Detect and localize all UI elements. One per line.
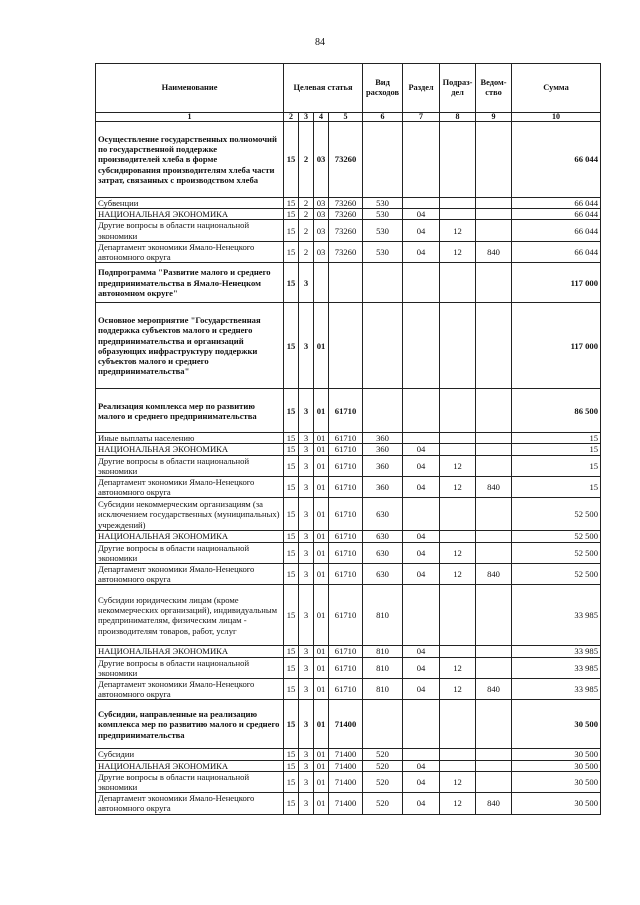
cell-name: Другие вопросы в области национальной экономики <box>96 220 284 241</box>
cell-subprogram: 3 <box>299 760 314 771</box>
cell-event: 01 <box>314 760 329 771</box>
budget-table <box>95 63 601 815</box>
cell-direction: 71400 <box>329 793 363 814</box>
cell-subsection <box>440 444 476 455</box>
cell-subsection: 12 <box>440 455 476 476</box>
cell-event: 01 <box>314 531 329 542</box>
cell-program: 15 <box>284 564 299 585</box>
column-number: 8 <box>440 113 476 122</box>
cell-section: 04 <box>403 241 440 262</box>
header-section: Раздел <box>403 64 440 113</box>
cell-event: 01 <box>314 444 329 455</box>
cell-subprogram: 3 <box>299 771 314 792</box>
cell-event: 01 <box>314 657 329 678</box>
cell-subprogram: 3 <box>299 455 314 476</box>
cell-subprogram: 2 <box>299 241 314 262</box>
cell-section <box>403 389 440 433</box>
cell-name: Департамент экономики Ямало-Ненецкого автономного округа <box>96 477 284 498</box>
table-row <box>96 389 601 433</box>
column-number: 9 <box>476 113 512 122</box>
cell-event: 03 <box>314 122 329 198</box>
cell-program: 15 <box>284 542 299 563</box>
cell-direction: 73260 <box>329 198 363 209</box>
cell-subsection <box>440 263 476 303</box>
cell-name: Другие вопросы в области национальной экономики <box>96 771 284 792</box>
cell-event: 01 <box>314 679 329 700</box>
cell-subsection <box>440 749 476 760</box>
cell-amount: 66 044 <box>512 209 601 220</box>
cell-expense-type: 810 <box>363 657 403 678</box>
cell-name: Осуществление государственных полномочий по государственной поддержке производителей хлеба в форме субсидирования производителям хлеба части затрат, связанных с производством хлеба <box>96 122 284 198</box>
cell-subprogram: 3 <box>299 585 314 646</box>
cell-expense-type: 630 <box>363 498 403 531</box>
cell-subprogram: 3 <box>299 433 314 444</box>
cell-name: Департамент экономики Ямало-Ненецкого автономного округа <box>96 241 284 262</box>
cell-subprogram: 3 <box>299 389 314 433</box>
cell-expense-type: 530 <box>363 209 403 220</box>
cell-expense-type: 530 <box>363 220 403 241</box>
table-row <box>96 220 601 241</box>
cell-section: 04 <box>403 531 440 542</box>
table-row <box>96 646 601 657</box>
cell-department <box>476 263 512 303</box>
cell-event: 01 <box>314 749 329 760</box>
cell-section: 04 <box>403 444 440 455</box>
cell-name: Субсидии некоммерческим организациям (за исключением государственных (муниципальных) учреждений) <box>96 498 284 531</box>
cell-department <box>476 760 512 771</box>
cell-amount: 33 985 <box>512 646 601 657</box>
cell-program: 15 <box>284 444 299 455</box>
cell-amount: 117 000 <box>512 303 601 389</box>
cell-section <box>403 585 440 646</box>
cell-amount: 52 500 <box>512 498 601 531</box>
cell-department <box>476 209 512 220</box>
column-number: 2 <box>284 113 299 122</box>
table-row <box>96 793 601 814</box>
cell-department <box>476 498 512 531</box>
cell-direction: 61710 <box>329 477 363 498</box>
cell-program: 15 <box>284 771 299 792</box>
cell-direction <box>329 263 363 303</box>
table-row <box>96 700 601 749</box>
cell-amount: 15 <box>512 455 601 476</box>
cell-name: Другие вопросы в области национальной экономики <box>96 542 284 563</box>
cell-expense-type <box>363 389 403 433</box>
cell-section: 04 <box>403 564 440 585</box>
cell-subsection: 12 <box>440 564 476 585</box>
cell-amount: 15 <box>512 444 601 455</box>
table-row <box>96 198 601 209</box>
cell-subprogram: 3 <box>299 263 314 303</box>
cell-amount: 52 500 <box>512 542 601 563</box>
cell-program: 15 <box>284 303 299 389</box>
table-row <box>96 498 601 531</box>
cell-amount: 33 985 <box>512 679 601 700</box>
cell-section <box>403 122 440 198</box>
header-expense-type: Вид расходов <box>363 64 403 113</box>
cell-department <box>476 585 512 646</box>
cell-program: 15 <box>284 585 299 646</box>
cell-expense-type: 360 <box>363 444 403 455</box>
cell-section: 04 <box>403 646 440 657</box>
cell-name: НАЦИОНАЛЬНАЯ ЭКОНОМИКА <box>96 444 284 455</box>
cell-name: Реализация комплекса мер по развитию малого и среднего предпринимательства <box>96 389 284 433</box>
cell-amount: 15 <box>512 433 601 444</box>
cell-direction: 61710 <box>329 444 363 455</box>
cell-section: 04 <box>403 477 440 498</box>
table-row <box>96 564 601 585</box>
cell-event: 01 <box>314 793 329 814</box>
cell-name: НАЦИОНАЛЬНАЯ ЭКОНОМИКА <box>96 531 284 542</box>
cell-expense-type: 630 <box>363 564 403 585</box>
cell-department <box>476 531 512 542</box>
cell-program: 15 <box>284 209 299 220</box>
cell-program: 15 <box>284 531 299 542</box>
cell-expense-type: 810 <box>363 679 403 700</box>
table-row <box>96 263 601 303</box>
cell-event: 01 <box>314 542 329 563</box>
cell-section <box>403 303 440 389</box>
column-number: 5 <box>329 113 363 122</box>
cell-name: Департамент экономики Ямало-Ненецкого автономного округа <box>96 564 284 585</box>
column-number: 10 <box>512 113 601 122</box>
cell-expense-type: 810 <box>363 646 403 657</box>
cell-expense-type: 810 <box>363 585 403 646</box>
cell-subprogram: 2 <box>299 209 314 220</box>
cell-amount: 30 500 <box>512 760 601 771</box>
table-row <box>96 455 601 476</box>
cell-subsection <box>440 303 476 389</box>
cell-subsection <box>440 198 476 209</box>
cell-department <box>476 433 512 444</box>
cell-subprogram: 3 <box>299 531 314 542</box>
cell-program: 15 <box>284 700 299 749</box>
cell-amount: 30 500 <box>512 793 601 814</box>
cell-section: 04 <box>403 209 440 220</box>
table-row <box>96 477 601 498</box>
cell-name: Другие вопросы в области национальной экономики <box>96 455 284 476</box>
cell-amount: 15 <box>512 477 601 498</box>
column-number: 6 <box>363 113 403 122</box>
cell-department <box>476 198 512 209</box>
cell-program: 15 <box>284 198 299 209</box>
cell-expense-type: 360 <box>363 477 403 498</box>
cell-event: 03 <box>314 241 329 262</box>
cell-event: 03 <box>314 220 329 241</box>
cell-event: 03 <box>314 209 329 220</box>
cell-event: 01 <box>314 564 329 585</box>
cell-direction: 71400 <box>329 760 363 771</box>
page-number: 84 <box>315 37 325 48</box>
cell-subsection: 12 <box>440 679 476 700</box>
cell-section <box>403 749 440 760</box>
cell-subsection <box>440 498 476 531</box>
cell-department <box>476 657 512 678</box>
cell-section <box>403 263 440 303</box>
cell-program: 15 <box>284 389 299 433</box>
cell-event: 01 <box>314 700 329 749</box>
cell-department <box>476 700 512 749</box>
cell-name: Другие вопросы в области национальной экономики <box>96 657 284 678</box>
cell-subprogram: 3 <box>299 542 314 563</box>
table-row <box>96 542 601 563</box>
cell-direction: 61710 <box>329 646 363 657</box>
cell-subprogram: 3 <box>299 303 314 389</box>
cell-subsection: 12 <box>440 220 476 241</box>
cell-amount: 66 044 <box>512 220 601 241</box>
cell-amount: 117 000 <box>512 263 601 303</box>
cell-expense-type: 520 <box>363 793 403 814</box>
column-number-row <box>96 113 601 122</box>
cell-department: 840 <box>476 564 512 585</box>
cell-section: 04 <box>403 760 440 771</box>
cell-name: НАЦИОНАЛЬНАЯ ЭКОНОМИКА <box>96 760 284 771</box>
cell-section: 04 <box>403 542 440 563</box>
cell-subsection <box>440 760 476 771</box>
cell-name: Субсидии юридическим лицам (кроме некоммерческих организаций), индивидуальным предпринимателям, физическим лицам - производителям товаров, работ, услуг <box>96 585 284 646</box>
table-row <box>96 444 601 455</box>
cell-section: 04 <box>403 455 440 476</box>
cell-expense-type: 530 <box>363 198 403 209</box>
cell-section <box>403 433 440 444</box>
cell-name: Субвенции <box>96 198 284 209</box>
table-row <box>96 433 601 444</box>
cell-subsection: 12 <box>440 542 476 563</box>
cell-expense-type <box>363 303 403 389</box>
cell-subsection <box>440 389 476 433</box>
cell-section: 04 <box>403 657 440 678</box>
cell-name: Департамент экономики Ямало-Ненецкого автономного округа <box>96 793 284 814</box>
cell-event: 01 <box>314 585 329 646</box>
cell-expense-type: 520 <box>363 771 403 792</box>
cell-name: НАЦИОНАЛЬНАЯ ЭКОНОМИКА <box>96 646 284 657</box>
cell-direction: 61710 <box>329 585 363 646</box>
table-row <box>96 679 601 700</box>
header-amount: Сумма <box>512 64 601 113</box>
cell-direction: 61710 <box>329 531 363 542</box>
cell-direction: 73260 <box>329 209 363 220</box>
cell-direction: 61710 <box>329 433 363 444</box>
cell-amount: 30 500 <box>512 700 601 749</box>
cell-name: Иные выплаты населению <box>96 433 284 444</box>
cell-department: 840 <box>476 241 512 262</box>
cell-section <box>403 198 440 209</box>
cell-department: 840 <box>476 679 512 700</box>
cell-subsection <box>440 700 476 749</box>
cell-subsection: 12 <box>440 241 476 262</box>
cell-direction: 73260 <box>329 122 363 198</box>
column-number: 3 <box>299 113 314 122</box>
cell-name: Субсидии <box>96 749 284 760</box>
cell-subsection: 12 <box>440 657 476 678</box>
cell-expense-type: 360 <box>363 433 403 444</box>
cell-event: 01 <box>314 303 329 389</box>
cell-department: 840 <box>476 793 512 814</box>
cell-direction: 61710 <box>329 542 363 563</box>
cell-section: 04 <box>403 771 440 792</box>
cell-subprogram: 3 <box>299 564 314 585</box>
cell-subsection <box>440 531 476 542</box>
table-header-row <box>96 64 601 113</box>
cell-expense-type: 520 <box>363 749 403 760</box>
cell-subsection: 12 <box>440 793 476 814</box>
cell-expense-type: 630 <box>363 531 403 542</box>
cell-subprogram: 2 <box>299 122 314 198</box>
column-number: 4 <box>314 113 329 122</box>
cell-program: 15 <box>284 679 299 700</box>
table-row <box>96 241 601 262</box>
table-row <box>96 749 601 760</box>
cell-subprogram: 2 <box>299 198 314 209</box>
cell-section: 04 <box>403 679 440 700</box>
cell-direction: 61710 <box>329 564 363 585</box>
table-row <box>96 771 601 792</box>
header-target-article: Целевая статья <box>284 64 363 113</box>
cell-expense-type <box>363 700 403 749</box>
column-number: 1 <box>96 113 284 122</box>
cell-section <box>403 498 440 531</box>
cell-amount: 66 044 <box>512 122 601 198</box>
cell-name: НАЦИОНАЛЬНАЯ ЭКОНОМИКА <box>96 209 284 220</box>
cell-subsection <box>440 433 476 444</box>
cell-amount: 66 044 <box>512 198 601 209</box>
cell-name: Департамент экономики Ямало-Ненецкого автономного округа <box>96 679 284 700</box>
cell-event <box>314 263 329 303</box>
cell-amount: 30 500 <box>512 749 601 760</box>
table-row <box>96 303 601 389</box>
cell-subprogram: 3 <box>299 749 314 760</box>
header-name: Наименование <box>96 64 284 113</box>
cell-program: 15 <box>284 263 299 303</box>
header-department: Ведом-ство <box>476 64 512 113</box>
cell-program: 15 <box>284 455 299 476</box>
cell-direction: 73260 <box>329 241 363 262</box>
cell-program: 15 <box>284 760 299 771</box>
cell-direction <box>329 303 363 389</box>
cell-expense-type: 520 <box>363 760 403 771</box>
cell-amount: 52 500 <box>512 531 601 542</box>
table-row <box>96 122 601 198</box>
cell-subprogram: 3 <box>299 498 314 531</box>
cell-expense-type: 360 <box>363 455 403 476</box>
cell-subsection <box>440 209 476 220</box>
cell-amount: 66 044 <box>512 241 601 262</box>
cell-program: 15 <box>284 749 299 760</box>
cell-program: 15 <box>284 657 299 678</box>
cell-department <box>476 122 512 198</box>
cell-name: Основное мероприятие "Государственная поддержка субъектов малого и среднего предпринимательства и организаций образующих инфраструктуру поддержки субъектов малого и среднего предпринимательства" <box>96 303 284 389</box>
cell-event: 01 <box>314 771 329 792</box>
cell-section: 04 <box>403 220 440 241</box>
cell-direction: 71400 <box>329 700 363 749</box>
cell-subprogram: 3 <box>299 679 314 700</box>
cell-direction: 61710 <box>329 657 363 678</box>
cell-direction: 61710 <box>329 455 363 476</box>
cell-department: 840 <box>476 477 512 498</box>
header-subsection: Подраз-дел <box>440 64 476 113</box>
cell-department <box>476 646 512 657</box>
cell-event: 01 <box>314 455 329 476</box>
table-body <box>96 122 601 815</box>
cell-expense-type <box>363 263 403 303</box>
table-row <box>96 209 601 220</box>
cell-event: 01 <box>314 498 329 531</box>
cell-subsection <box>440 646 476 657</box>
cell-event: 03 <box>314 198 329 209</box>
cell-event: 01 <box>314 433 329 444</box>
cell-section: 04 <box>403 793 440 814</box>
cell-amount: 30 500 <box>512 771 601 792</box>
cell-program: 15 <box>284 220 299 241</box>
cell-program: 15 <box>284 433 299 444</box>
cell-direction: 61710 <box>329 389 363 433</box>
cell-subsection <box>440 122 476 198</box>
cell-subprogram: 3 <box>299 477 314 498</box>
table-row <box>96 657 601 678</box>
cell-subsection: 12 <box>440 771 476 792</box>
table-row <box>96 585 601 646</box>
cell-event: 01 <box>314 646 329 657</box>
column-number: 7 <box>403 113 440 122</box>
cell-expense-type <box>363 122 403 198</box>
cell-program: 15 <box>284 646 299 657</box>
cell-program: 15 <box>284 241 299 262</box>
cell-subprogram: 3 <box>299 657 314 678</box>
cell-amount: 86 500 <box>512 389 601 433</box>
cell-department <box>476 455 512 476</box>
cell-department <box>476 303 512 389</box>
cell-department <box>476 542 512 563</box>
cell-department <box>476 389 512 433</box>
cell-direction: 71400 <box>329 749 363 760</box>
cell-program: 15 <box>284 498 299 531</box>
cell-direction: 61710 <box>329 679 363 700</box>
table-row <box>96 531 601 542</box>
cell-program: 15 <box>284 477 299 498</box>
cell-subprogram: 3 <box>299 700 314 749</box>
cell-direction: 61710 <box>329 498 363 531</box>
cell-amount: 33 985 <box>512 657 601 678</box>
cell-program: 15 <box>284 793 299 814</box>
cell-department <box>476 771 512 792</box>
cell-direction: 71400 <box>329 771 363 792</box>
cell-name: Подпрограмма "Развитие малого и среднего предпринимательства в Ямало-Ненецком автономном округе" <box>96 263 284 303</box>
cell-amount: 52 500 <box>512 564 601 585</box>
cell-event: 01 <box>314 477 329 498</box>
cell-department <box>476 220 512 241</box>
cell-subprogram: 3 <box>299 793 314 814</box>
cell-subsection: 12 <box>440 477 476 498</box>
cell-expense-type: 630 <box>363 542 403 563</box>
cell-subprogram: 3 <box>299 646 314 657</box>
cell-event: 01 <box>314 389 329 433</box>
cell-name: Субсидии, направленные на реализацию комплекса мер по развитию малого и среднего предпринимательства <box>96 700 284 749</box>
cell-expense-type: 530 <box>363 241 403 262</box>
cell-section <box>403 700 440 749</box>
cell-direction: 73260 <box>329 220 363 241</box>
cell-department <box>476 749 512 760</box>
cell-subsection <box>440 585 476 646</box>
cell-subprogram: 2 <box>299 220 314 241</box>
table-row <box>96 760 601 771</box>
cell-amount: 33 985 <box>512 585 601 646</box>
cell-subprogram: 3 <box>299 444 314 455</box>
cell-program: 15 <box>284 122 299 198</box>
cell-department <box>476 444 512 455</box>
